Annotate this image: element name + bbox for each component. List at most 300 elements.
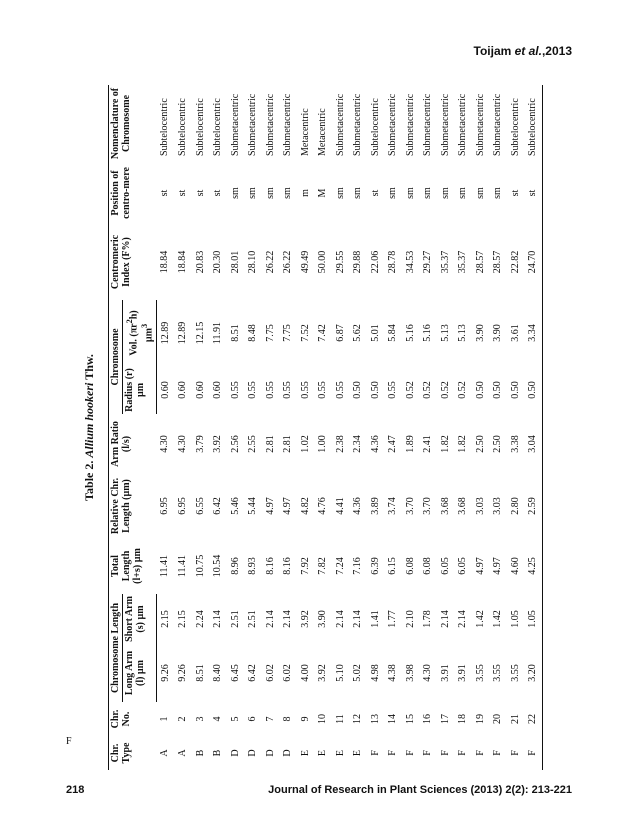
table-row [262,85,280,770]
cell-relative-length: 5.46 [229,497,241,515]
cell-centromeric-index: 28.57 [492,250,504,274]
cell-centromeric-index: 20.30 [212,250,224,274]
cell-nomenclature: Submetacentric [247,93,259,156]
cell-chr-type: F [387,750,399,756]
cell-position: sm [352,187,364,199]
cell-nomenclature: Subtelocentric [194,98,206,156]
cell-relative-length: 6.95 [159,497,171,515]
cell-nomenclature: Submetacentric [387,93,399,156]
running-header [474,44,573,58]
cell-chr-no: 7 [264,716,276,722]
cell-relative-length: 3.68 [457,497,469,515]
cell-total-length: 10.54 [212,554,224,578]
cell-long-arm: 6.42 [247,664,259,682]
cell-radius: 0.52 [404,381,416,399]
cell-volume: 5.62 [352,324,364,342]
table-row [279,85,297,770]
cell-arm-ratio: 2.50 [492,435,504,453]
cell-position: sm [247,187,259,199]
table-row [402,85,420,770]
cell-long-arm: 4.30 [422,664,434,682]
table-row [349,85,367,770]
cell-chr-no: 8 [282,716,294,722]
cell-centromeric-index: 35.37 [457,250,469,274]
cell-total-length: 7.82 [317,557,329,575]
cell-arm-ratio: 1.89 [404,435,416,453]
cell-short-arm: 2.14 [439,610,451,628]
cell-chr-no: 14 [387,714,399,724]
cell-total-length: 4.97 [474,557,486,575]
cell-long-arm: 8.40 [212,664,224,682]
cell-chr-no: 21 [509,714,521,724]
cell-position: sm [282,187,294,199]
cell-nomenclature: Submetacentric [282,93,294,156]
table-caption [82,85,104,770]
cell-long-arm: 6.02 [264,664,276,682]
cell-long-arm: 6.45 [229,664,241,682]
cell-centromeric-index: 28.10 [247,250,259,274]
cell-volume: 5.84 [387,324,399,342]
table-row [156,85,174,770]
cell-centromeric-index: 28.01 [229,250,241,274]
cell-centromeric-index: 26.22 [264,250,276,274]
cell-long-arm: 3.98 [404,664,416,682]
cell-total-length: 10.75 [194,554,206,578]
cell-relative-length: 3.74 [387,497,399,515]
cell-volume: 12.89 [177,321,189,345]
cell-chr-type: F [404,750,416,756]
cell-short-arm: 2.14 [457,610,469,628]
cell-total-length: 6.15 [387,557,399,575]
cell-nomenclature: Submetacentric [404,93,416,156]
cell-chr-type: F [439,750,451,756]
cell-chr-no: 18 [457,714,469,724]
cell-nomenclature: Submetacentric [492,93,504,156]
col-header-volume [123,300,157,366]
cell-radius: 0.55 [334,381,346,399]
cell-chr-no: 22 [524,702,542,736]
cell-arm-ratio: 3.92 [212,435,224,453]
cell-total-length: 7.24 [334,557,346,575]
cell-nomenclature: Submetacentric [352,93,364,156]
cell-total-length: 8.16 [282,557,294,575]
cell-centromeric-index: 34.53 [404,250,416,274]
cell-chr-no: 3 [194,716,206,722]
cell-short-arm: 3.90 [317,610,329,628]
cell-radius: 0.55 [299,381,311,399]
col-header-radius: Radius (r) µm [123,366,157,414]
cell-position: sm [264,187,276,199]
cell-arm-ratio: 2.81 [264,435,276,453]
cell-nomenclature: Submetacentric [229,93,241,156]
cell-volume: 7.75 [282,324,294,342]
cell-short-arm: 1.05 [509,610,521,628]
cell-chr-type: D [247,749,259,757]
volume-tail: h) µm [128,310,155,343]
cell-arm-ratio: 2.47 [387,435,399,453]
table-row [244,85,262,770]
cell-arm-ratio: 3.04 [524,414,542,474]
cell-chr-type: A [177,749,189,757]
cell-relative-length: 4.76 [317,497,329,515]
cell-centromeric-index: 18.84 [159,250,171,274]
cell-chr-type: F [492,750,504,756]
table-body [156,85,542,770]
cell-long-arm: 9.26 [177,664,189,682]
table-row [367,85,385,770]
cell-short-arm: 2.51 [229,610,241,628]
cell-volume: 5.01 [369,324,381,342]
cell-volume: 5.13 [439,324,451,342]
cell-short-arm: 3.92 [299,610,311,628]
cell-short-arm: 2.14 [282,610,294,628]
cell-volume: 7.75 [264,324,276,342]
cell-nomenclature: Subtelocentric [524,85,542,162]
cell-centromeric-index: 35.37 [439,250,451,274]
cell-centromeric-index: 29.88 [352,250,364,274]
cell-position: sm [404,187,416,199]
cell-long-arm: 3.55 [509,664,521,682]
cell-centromeric-index: 50.00 [317,250,329,274]
cell-long-arm: 3.20 [524,644,542,702]
cell-short-arm: 2.14 [264,610,276,628]
cell-position: st [369,189,381,197]
cell-centromeric-index: 24.70 [524,224,542,300]
cell-relative-length: 3.03 [492,497,504,515]
cell-centromeric-index: 28.57 [474,250,486,274]
cell-long-arm: 6.02 [282,664,294,682]
table-row [524,85,542,770]
col-header-chr-no: Chr. No. [110,709,132,729]
cell-volume: 5.16 [404,324,416,342]
cell-chr-no: 6 [247,716,259,722]
cell-chr-type: D [282,749,294,757]
cell-position: st [159,189,171,197]
table-row [297,85,315,770]
cell-total-length: 6.08 [422,557,434,575]
rotated-table-block [82,85,567,770]
cell-volume: 12.89 [159,321,171,345]
cell-short-arm: 1.78 [422,610,434,628]
cell-total-length: 4.60 [509,557,521,575]
cell-total-length: 6.05 [457,557,469,575]
table-row [192,85,210,770]
cell-arm-ratio: 2.81 [282,435,294,453]
cell-arm-ratio: 1.82 [457,435,469,453]
cell-relative-length: 4.97 [282,497,294,515]
cell-nomenclature: Submetacentric [457,93,469,156]
cell-relative-length: 3.89 [369,497,381,515]
cell-centromeric-index: 26.22 [282,250,294,274]
cell-arm-ratio: 4.30 [159,435,171,453]
col-header-short-arm: Short Arm (s) µm [123,594,157,644]
cell-chr-type: F [457,750,469,756]
cell-volume: 8.48 [247,324,259,342]
cell-nomenclature: Subtelocentric [159,98,171,156]
cell-chr-no: 1 [159,716,171,722]
cell-nomenclature: Submetacentric [422,93,434,156]
cell-relative-length: 4.36 [352,497,364,515]
cell-centromeric-index: 49.49 [299,250,311,274]
cell-position: sm [334,187,346,199]
cell-chr-type: E [334,749,346,757]
cell-chr-type: E [317,749,329,757]
cell-position: st [212,189,224,197]
cell-long-arm: 8.51 [194,664,206,682]
cell-chr-type: F [524,736,542,770]
cell-long-arm: 3.92 [317,664,329,682]
table-row [384,85,402,770]
cell-chr-no: 10 [317,714,329,724]
cell-chr-type: B [212,749,224,757]
cell-total-length: 8.16 [264,557,276,575]
cell-arm-ratio: 2.34 [352,435,364,453]
cell-total-length: 4.25 [524,538,542,594]
cell-relative-length: 4.82 [299,497,311,515]
cell-total-length: 11.41 [177,554,189,578]
cell-long-arm: 3.55 [492,664,504,682]
cell-position: m [299,189,311,197]
cell-radius: 0.50 [474,381,486,399]
cell-centromeric-index: 18.84 [177,250,189,274]
table-row [507,85,525,770]
cell-radius: 0.55 [264,381,276,399]
cell-chr-no: 16 [422,714,434,724]
cell-long-arm: 4.00 [299,664,311,682]
cell-chr-no: 15 [404,714,416,724]
cell-chr-type: F [509,750,521,756]
cell-position: sm [422,187,434,199]
cell-total-length: 11.41 [159,554,171,578]
cell-long-arm: 3.91 [457,664,469,682]
col-header-arm-ratio: Arm Ratio (l/s) [110,421,132,467]
cell-chr-type: E [352,749,364,757]
cell-nomenclature: Metacentric [317,108,329,156]
cell-nomenclature: Submetacentric [334,93,346,156]
cell-position: st [194,189,206,197]
cell-chr-no: 17 [439,714,451,724]
cell-chr-no: 2 [177,716,189,722]
cell-short-arm: 2.51 [247,610,259,628]
cell-position: st [177,189,189,197]
col-header-long-arm: Long Arm (l) µm [123,644,157,702]
cell-chr-type: D [264,749,276,757]
volume-main: Vol. (πr [128,323,140,356]
cell-long-arm: 3.55 [474,664,486,682]
cell-radius: 0.52 [457,381,469,399]
cell-radius: 0.50 [509,381,521,399]
cell-long-arm: 3.91 [439,664,451,682]
cell-nomenclature: Subtelocentric [177,98,189,156]
table-row [472,85,490,770]
cell-chr-type: A [159,749,171,757]
volume-sup2: 3 [140,323,150,329]
cell-volume: 8.51 [229,324,241,342]
cell-centromeric-index: 22.82 [509,250,521,274]
table-row [437,85,455,770]
cell-short-arm: 1.05 [524,594,542,644]
cell-volume: 3.61 [509,324,521,342]
cell-relative-length: 4.97 [264,497,276,515]
cell-volume: 6.87 [334,324,346,342]
cell-relative-length: 3.70 [422,497,434,515]
cell-relative-length: 3.03 [474,497,486,515]
col-header-centromeric-index: Centromeric Index (F%) [110,234,132,290]
cell-long-arm: 4.98 [369,664,381,682]
cell-arm-ratio: 3.79 [194,435,206,453]
cell-chr-type: F [369,750,381,756]
cell-volume: 5.13 [457,324,469,342]
cell-nomenclature: Subtelocentric [212,98,224,156]
cell-radius: 0.50 [369,381,381,399]
cell-radius: 0.52 [422,381,434,399]
cell-position: sm [387,187,399,199]
cell-long-arm: 9.26 [159,664,171,682]
cell-volume: 12.15 [194,321,206,345]
col-header-nomenclature: Nomenclature of Chromosome [110,87,132,160]
caption-prefix: Table 2. [82,457,96,501]
col-header-position: Position of centro-mere [110,167,132,219]
cell-volume: 7.42 [317,324,329,342]
cell-relative-length: 6.55 [194,497,206,515]
cell-short-arm: 2.15 [177,610,189,628]
cell-short-arm: 2.15 [159,610,171,628]
cell-nomenclature: Metacentric [299,108,311,156]
table-row [332,85,350,770]
cell-arm-ratio: 2.38 [334,435,346,453]
cell-arm-ratio: 2.50 [474,435,486,453]
cell-short-arm: 1.42 [492,610,504,628]
cell-radius: 0.55 [247,381,259,399]
table-row [454,85,472,770]
cell-short-arm: 2.14 [334,610,346,628]
cell-chr-no: 12 [352,714,364,724]
volume-sup: 2 [125,319,134,324]
cell-position: sm [474,187,486,199]
cell-chr-type: E [299,749,311,757]
cell-relative-length: 2.80 [509,497,521,515]
cell-radius: 0.60 [159,381,171,399]
cell-relative-length: 4.41 [334,497,346,515]
cell-long-arm: 4.38 [387,664,399,682]
cell-short-arm: 2.14 [352,610,364,628]
cell-radius: 0.50 [524,366,542,414]
cell-position: st [524,162,542,224]
cell-arm-ratio: 1.82 [439,435,451,453]
col-header-relative-length: Relative Chr. Length (µm) [110,477,132,535]
page-number: 218 [66,784,85,796]
cell-radius: 0.55 [387,381,399,399]
cell-arm-ratio: 4.30 [177,435,189,453]
cell-position: sm [492,187,504,199]
cell-total-length: 6.05 [439,557,451,575]
caption-suffix: Thw. [82,354,96,383]
cell-radius: 0.60 [212,381,224,399]
cell-short-arm: 2.14 [212,610,224,628]
cell-short-arm: 2.24 [194,610,206,628]
cell-volume: 3.90 [492,324,504,342]
cell-relative-length: 2.59 [524,474,542,538]
cell-arm-ratio: 4.36 [369,435,381,453]
cell-position: st [509,189,521,197]
cell-position: M [317,188,329,198]
cell-chr-no: 11 [334,714,346,724]
header-year: ,2013 [541,44,572,58]
header-authors: Toijam [473,44,512,58]
cell-chr-no: 19 [474,714,486,724]
cell-relative-length: 6.95 [177,497,189,515]
journal-citation: Journal of Research in Plant Sciences (2013) 2(2): 213-221 [268,784,572,796]
cell-centromeric-index: 20.83 [194,250,206,274]
cell-centromeric-index: 29.55 [334,250,346,274]
cell-nomenclature: Subtelocentric [509,98,521,156]
cell-radius: 0.60 [177,381,189,399]
cell-volume: 3.34 [524,300,542,366]
cell-short-arm: 1.42 [474,610,486,628]
caption-species: Allium hookeri [82,382,96,458]
cell-total-length: 4.97 [492,557,504,575]
col-header-chromosome: Chromosome [109,300,123,414]
cell-centromeric-index: 28.78 [387,250,399,274]
cell-arm-ratio: 1.00 [317,435,329,453]
cell-relative-length: 3.68 [439,497,451,515]
cell-chr-type: B [194,749,206,757]
cell-arm-ratio: 2.41 [422,435,434,453]
cell-radius: 0.55 [282,381,294,399]
cell-centromeric-index: 22.06 [369,250,381,274]
col-header-chr-type: Chr. Type [110,742,132,764]
cell-radius: 0.60 [194,381,206,399]
cell-chr-no: 13 [369,714,381,724]
cell-chr-type: F [422,750,434,756]
cell-short-arm: 1.77 [387,610,399,628]
stray-mark: F [66,736,72,747]
table-row [227,85,245,770]
cell-total-length: 7.16 [352,557,364,575]
karyotype-table [108,85,543,770]
cell-radius: 0.55 [317,381,329,399]
cell-chr-no: 4 [212,716,224,722]
cell-total-length: 8.93 [247,557,259,575]
cell-total-length: 6.39 [369,557,381,575]
cell-arm-ratio: 2.55 [247,435,259,453]
cell-nomenclature: Subtelocentric [369,98,381,156]
cell-short-arm: 2.10 [404,610,416,628]
cell-nomenclature: Submetacentric [439,93,451,156]
cell-total-length: 7.92 [299,557,311,575]
cell-chr-type: F [474,750,486,756]
col-header-chromosome-length: Chromosome Length [109,594,123,702]
cell-chr-type: D [229,749,241,757]
cell-chr-no: 20 [492,714,504,724]
cell-arm-ratio: 2.56 [229,435,241,453]
cell-volume: 3.90 [474,324,486,342]
cell-nomenclature: Submetacentric [264,93,276,156]
cell-nomenclature: Submetacentric [474,93,486,156]
cell-volume: 11.91 [212,321,224,345]
cell-relative-length: 6.42 [212,497,224,515]
cell-relative-length: 5.44 [247,497,259,515]
cell-arm-ratio: 3.38 [509,435,521,453]
cell-long-arm: 5.02 [352,664,364,682]
cell-relative-length: 3.70 [404,497,416,515]
cell-centromeric-index: 29.27 [422,250,434,274]
table-row [209,85,227,770]
cell-chr-no: 5 [229,716,241,722]
cell-position: sm [457,187,469,199]
cell-radius: 0.52 [439,381,451,399]
cell-position: sm [229,187,241,199]
